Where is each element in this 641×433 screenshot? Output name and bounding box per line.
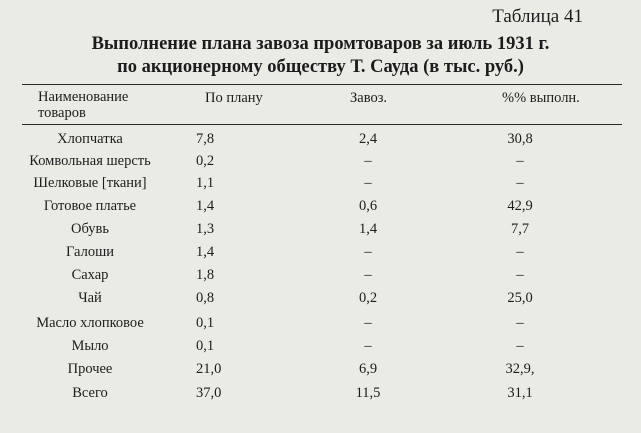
cell-plan: 1,8 (196, 267, 215, 283)
cell-percent: – (516, 244, 524, 260)
row-name: Всего (72, 385, 108, 401)
cell-zavoz: 0,2 (358, 290, 378, 306)
cell-zavoz: 2,4 (358, 131, 378, 147)
table-row (0, 290, 641, 312)
cell-plan: 37,0 (196, 385, 222, 401)
title-line-1: Выполнение плана завоза промтоваров за июль 1931 г. (91, 34, 550, 54)
row-name: Чай (78, 290, 102, 306)
title-line-2: по акционерному обществу Т. Сауда (в тыс. руб.) (117, 57, 524, 77)
cell-plan: 7,8 (196, 131, 215, 147)
cell-percent: – (516, 315, 524, 331)
table-row (0, 338, 641, 360)
cell-percent: – (516, 338, 524, 354)
cell-percent: 7,7 (510, 221, 530, 237)
cell-zavoz: – (364, 267, 372, 283)
cell-zavoz: – (364, 338, 372, 354)
cell-zavoz: – (364, 153, 372, 169)
table-row (0, 198, 641, 220)
table-row (0, 131, 641, 153)
cell-percent: 32,9, (505, 361, 535, 377)
cell-percent: – (516, 175, 524, 191)
cell-zavoz: – (364, 175, 372, 191)
table-row (0, 153, 641, 175)
row-name: Готовое платье (43, 198, 137, 214)
cell-zavoz: – (364, 315, 372, 331)
table-row (0, 175, 641, 197)
cell-percent: – (516, 267, 524, 283)
row-name: Обувь (70, 221, 109, 237)
row-name: Комвольная шерсть (29, 153, 151, 169)
row-name: Хлопчатка (57, 131, 123, 147)
table-row (0, 267, 641, 289)
cell-plan: 1,4 (196, 198, 215, 214)
cell-plan: 0,1 (196, 315, 215, 331)
table-row (0, 221, 641, 243)
header-bottom-rule (22, 124, 622, 125)
row-name: Сахар (71, 267, 109, 283)
row-name: Галоши (66, 244, 114, 260)
cell-zavoz: 11,5 (355, 385, 381, 401)
cell-zavoz: 0,6 (358, 198, 378, 214)
cell-percent: 25,0 (507, 290, 533, 306)
row-name: Шелковые [ткани] (33, 175, 147, 191)
table-title (0, 33, 641, 79)
cell-plan: 0,1 (196, 338, 215, 354)
row-name: Прочее (67, 361, 113, 377)
cell-plan: 1,4 (196, 244, 215, 260)
cell-zavoz: – (364, 244, 372, 260)
table-number: Таблица 41 (492, 6, 583, 27)
header-top-rule (22, 84, 622, 85)
cell-plan: 21,0 (196, 361, 222, 377)
cell-percent: 42,9 (507, 198, 533, 214)
cell-plan: 0,8 (196, 290, 215, 306)
column-header-plan: По плану (205, 90, 263, 106)
cell-zavoz: 6,9 (358, 361, 378, 377)
row-name: Масло хлопковое (36, 315, 144, 331)
table-row (0, 244, 641, 266)
cell-plan: 0,2 (196, 153, 215, 169)
cell-percent: 30,8 (507, 131, 533, 147)
cell-percent: – (516, 153, 524, 169)
cell-plan: 1,3 (196, 221, 215, 237)
table-row (0, 385, 641, 407)
row-name: Мыло (71, 338, 109, 354)
cell-zavoz: 1,4 (358, 221, 378, 237)
table-row (0, 361, 641, 383)
column-header-zavoz: Завоз. (350, 90, 388, 106)
cell-plan: 1,1 (196, 175, 215, 191)
column-header-name: Наименование товаров (38, 89, 129, 121)
table-row (0, 315, 641, 337)
column-header-percent: %% выполн. (502, 90, 580, 106)
cell-percent: 31,1 (507, 385, 533, 401)
